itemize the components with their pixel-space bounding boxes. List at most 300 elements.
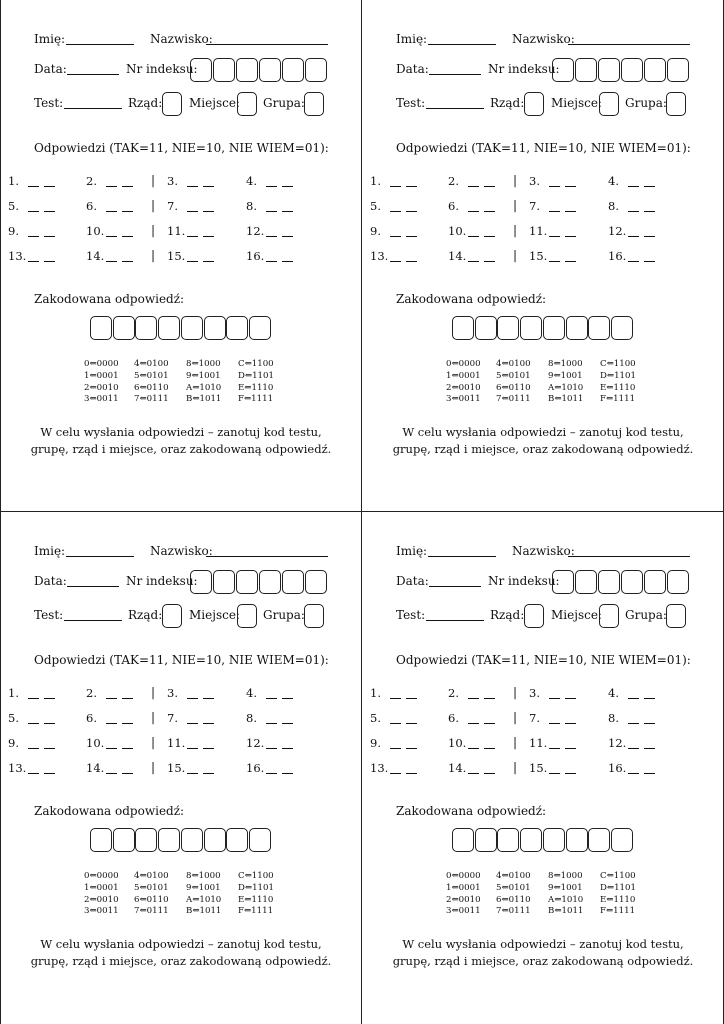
hex-code-column — [496, 871, 531, 918]
answer-bit-2-blank[interactable] — [44, 723, 55, 724]
coded-digit-box[interactable] — [226, 828, 248, 852]
hex-code-entry: F⇐1111 — [238, 906, 274, 917]
answer-bit-1-blank[interactable] — [549, 236, 560, 237]
answer-bit-2-blank[interactable] — [203, 186, 214, 187]
question-number: 6. — [86, 711, 97, 725]
nr-indeksu-digit-box[interactable] — [552, 570, 574, 594]
answer-bit-1-blank[interactable] — [187, 261, 198, 262]
answer-bit-2-blank[interactable] — [406, 211, 417, 212]
coded-digit-box[interactable] — [249, 828, 271, 852]
answer-bit-2-blank[interactable] — [565, 211, 576, 212]
answer-bit-1-blank[interactable] — [628, 211, 639, 212]
coded-digit-box[interactable] — [181, 828, 203, 852]
answer-bit-2-blank[interactable] — [644, 211, 655, 212]
answer-bit-2-blank[interactable] — [282, 261, 293, 262]
answer-bit-2-blank[interactable] — [122, 186, 133, 187]
nr-indeksu-digit-box[interactable] — [259, 58, 281, 82]
answer-bit-1-blank[interactable] — [187, 211, 198, 212]
answer-bit-2-blank[interactable] — [122, 748, 133, 749]
question-item — [608, 736, 668, 752]
answer-bit-2-blank[interactable] — [406, 773, 417, 774]
hex-code-entry: 3⇐0011 — [84, 906, 119, 917]
answer-bit-2-blank[interactable] — [122, 261, 133, 262]
coded-digit-box[interactable] — [497, 828, 519, 852]
rzad-label: Rząd: — [128, 608, 163, 622]
nazwisko-field[interactable] — [568, 556, 690, 557]
column-separator: | — [151, 173, 156, 187]
answer-bit-2-blank[interactable] — [644, 236, 655, 237]
answer-bit-2-blank[interactable] — [565, 236, 576, 237]
answer-bit-1-blank[interactable] — [390, 698, 401, 699]
coded-digit-box[interactable] — [90, 316, 112, 340]
nr-indeksu-digit-box[interactable] — [236, 570, 258, 594]
answer-bit-2-blank[interactable] — [484, 261, 495, 262]
coded-digit-box[interactable] — [181, 316, 203, 340]
hex-code-entry: A⇐1010 — [186, 894, 222, 905]
rzad-box[interactable] — [162, 604, 182, 628]
hex-code-column — [84, 871, 119, 918]
grupa-box[interactable] — [304, 92, 324, 116]
answer-bit-2-blank[interactable] — [44, 698, 55, 699]
answer-bit-1-blank[interactable] — [628, 698, 639, 699]
answer-bit-1-blank[interactable] — [28, 261, 39, 262]
miejsce-label: Miejsce: — [551, 608, 602, 622]
answer-bit-1-blank[interactable] — [266, 211, 277, 212]
question-number: 13. — [370, 249, 389, 263]
hex-code-entry: 2⇐0010 — [84, 894, 119, 905]
answer-bit-2-blank[interactable] — [44, 261, 55, 262]
answer-bit-2-blank[interactable] — [203, 748, 214, 749]
nr-indeksu-digit-box[interactable] — [575, 58, 597, 82]
hex-code-entry: 8⇐1000 — [186, 871, 221, 881]
answer-bit-1-blank[interactable] — [28, 748, 39, 749]
answer-bit-1-blank[interactable] — [628, 723, 639, 724]
question-number: 13. — [370, 761, 389, 775]
question-item — [370, 711, 430, 727]
nazwisko-label: Nazwisko: — [512, 544, 575, 558]
data-field[interactable] — [67, 74, 119, 75]
answer-bit-2-blank[interactable] — [44, 748, 55, 749]
answer-bit-2-blank[interactable] — [122, 211, 133, 212]
hex-code-column — [548, 871, 583, 918]
coded-digit-box[interactable] — [611, 316, 633, 340]
date-index-row — [396, 570, 696, 594]
answer-bit-1-blank[interactable] — [549, 723, 560, 724]
answer-bit-2-blank[interactable] — [282, 773, 293, 774]
hex-code-entry: 8⇐1000 — [548, 871, 583, 881]
question-item — [86, 761, 146, 777]
answer-bit-1-blank[interactable] — [28, 773, 39, 774]
grupa-box[interactable] — [666, 92, 686, 116]
grupa-box[interactable] — [304, 604, 324, 628]
question-number: 5. — [370, 711, 381, 725]
test-field[interactable] — [426, 108, 484, 109]
answers-title: Odpowiedzi (TAK=11, NIE=10, NIE WIEM=01): — [396, 141, 691, 155]
answer-bit-2-blank[interactable] — [203, 236, 214, 237]
data-field[interactable] — [67, 586, 119, 587]
answer-bit-1-blank[interactable] — [28, 211, 39, 212]
grupa-label: Grupa: — [263, 96, 305, 110]
answer-bit-1-blank[interactable] — [390, 723, 401, 724]
rzad-box[interactable] — [524, 92, 544, 116]
coded-digit-box[interactable] — [588, 828, 610, 852]
nr-indeksu-digit-box[interactable] — [667, 58, 689, 82]
answer-bit-1-blank[interactable] — [266, 186, 277, 187]
coded-digit-box[interactable] — [113, 316, 135, 340]
imie-field[interactable] — [66, 556, 134, 557]
coded-digit-box[interactable] — [135, 316, 157, 340]
question-number: 16. — [608, 761, 627, 775]
answer-bit-2-blank[interactable] — [484, 748, 495, 749]
miejsce-box[interactable] — [599, 92, 619, 116]
question-item — [448, 174, 508, 190]
nr-indeksu-digit-box[interactable] — [236, 58, 258, 82]
answer-bit-2-blank[interactable] — [282, 698, 293, 699]
nr-indeksu-digit-box[interactable] — [621, 570, 643, 594]
answer-card-4 — [362, 512, 724, 1024]
data-field[interactable] — [429, 586, 481, 587]
answer-bit-1-blank[interactable] — [390, 261, 401, 262]
coded-digit-box[interactable] — [90, 828, 112, 852]
nr-indeksu-digit-box[interactable] — [575, 570, 597, 594]
hex-code-entry: B⇐1011 — [186, 906, 222, 917]
answer-bit-1-blank[interactable] — [106, 211, 117, 212]
answer-bit-1-blank[interactable] — [106, 748, 117, 749]
answer-bit-1-blank[interactable] — [468, 698, 479, 699]
answer-bit-2-blank[interactable] — [122, 773, 133, 774]
answer-bit-2-blank[interactable] — [406, 236, 417, 237]
hex-code-entry: B⇐1011 — [548, 394, 584, 405]
nr-indeksu-digit-box[interactable] — [552, 58, 574, 82]
coded-digit-box[interactable] — [566, 828, 588, 852]
answer-bit-1-blank[interactable] — [106, 773, 117, 774]
coded-digit-box[interactable] — [611, 828, 633, 852]
hex-code-entry: 6⇐0110 — [496, 382, 531, 393]
answer-bit-1-blank[interactable] — [549, 748, 560, 749]
hex-code-entry: C⇐1100 — [238, 871, 274, 881]
hex-code-entry: 6⇐0110 — [134, 894, 169, 905]
answer-bit-2-blank[interactable] — [406, 748, 417, 749]
answer-bit-1-blank[interactable] — [106, 261, 117, 262]
hex-code-entry: 3⇐0011 — [446, 394, 481, 405]
answer-bit-2-blank[interactable] — [565, 748, 576, 749]
answer-bit-1-blank[interactable] — [390, 748, 401, 749]
question-number: 1. — [8, 686, 19, 700]
answer-bit-2-blank[interactable] — [203, 723, 214, 724]
coded-digit-box[interactable] — [158, 316, 180, 340]
imie-label: Imię: — [34, 544, 66, 558]
answer-bit-2-blank[interactable] — [644, 698, 655, 699]
question-number: 3. — [529, 174, 540, 188]
coded-digit-box[interactable] — [543, 828, 565, 852]
nr-indeksu-digit-box[interactable] — [190, 570, 212, 594]
answer-bit-2-blank[interactable] — [203, 698, 214, 699]
answer-bit-1-blank[interactable] — [549, 211, 560, 212]
question-item — [608, 199, 668, 215]
coded-digit-box[interactable] — [226, 316, 248, 340]
hex-code-entry: 0⇐0000 — [84, 359, 119, 369]
nr-indeksu-digit-box[interactable] — [644, 58, 666, 82]
answer-bit-1-blank[interactable] — [266, 261, 277, 262]
hex-code-entry: 7⇐0111 — [496, 394, 531, 405]
question-number: 2. — [86, 174, 97, 188]
imie-field[interactable] — [428, 44, 496, 45]
answer-bit-1-blank[interactable] — [28, 236, 39, 237]
question-number: 9. — [370, 736, 381, 750]
coded-digit-box[interactable] — [204, 828, 226, 852]
question-number: 15. — [529, 249, 548, 263]
column-separator: | — [513, 173, 518, 187]
answer-bit-1-blank[interactable] — [106, 186, 117, 187]
answer-bit-1-blank[interactable] — [187, 186, 198, 187]
nazwisko-field[interactable] — [206, 556, 328, 557]
instructions-line-1: W celu wysłania odpowiedzi – zanotuj kod testu, — [402, 937, 684, 951]
coded-digit-box[interactable] — [588, 316, 610, 340]
instructions-note — [362, 424, 724, 458]
hex-code-entry: F⇐1111 — [238, 394, 274, 405]
question-item — [167, 686, 227, 702]
answer-bit-2-blank[interactable] — [282, 211, 293, 212]
test-field[interactable] — [426, 620, 484, 621]
answer-bit-2-blank[interactable] — [203, 211, 214, 212]
answer-bit-2-blank[interactable] — [565, 261, 576, 262]
answer-bit-2-blank[interactable] — [484, 186, 495, 187]
question-item — [246, 736, 306, 752]
hex-code-entry: 4⇐0100 — [134, 871, 169, 881]
question-number: 2. — [86, 686, 97, 700]
hex-code-column — [186, 871, 221, 918]
answer-bit-2-blank[interactable] — [484, 723, 495, 724]
nr-indeksu-digit-box[interactable] — [621, 58, 643, 82]
rzad-box[interactable] — [524, 604, 544, 628]
answer-bit-1-blank[interactable] — [628, 748, 639, 749]
data-label: Data: — [34, 574, 67, 588]
answer-bit-1-blank[interactable] — [28, 723, 39, 724]
miejsce-box[interactable] — [237, 604, 257, 628]
coded-digit-box[interactable] — [204, 316, 226, 340]
answer-bit-1-blank[interactable] — [187, 698, 198, 699]
hex-code-entry: A⇐1010 — [548, 894, 584, 905]
answer-bit-2-blank[interactable] — [565, 723, 576, 724]
answer-bit-1-blank[interactable] — [628, 236, 639, 237]
question-item — [529, 711, 589, 727]
answer-bit-2-blank[interactable] — [44, 211, 55, 212]
answer-bit-2-blank[interactable] — [203, 773, 214, 774]
answer-bit-2-blank[interactable] — [565, 773, 576, 774]
hex-code-entry: 5⇐0101 — [496, 882, 531, 893]
column-separator: | — [513, 223, 518, 237]
hex-code-entry: 2⇐0010 — [84, 382, 119, 393]
answer-bit-1-blank[interactable] — [187, 773, 198, 774]
data-label: Data: — [396, 62, 429, 76]
question-item — [86, 199, 146, 215]
grupa-box[interactable] — [666, 604, 686, 628]
answer-bit-2-blank[interactable] — [644, 773, 655, 774]
answer-bit-2-blank[interactable] — [644, 261, 655, 262]
answer-bit-2-blank[interactable] — [484, 773, 495, 774]
question-item — [448, 224, 508, 240]
imie-label: Imię: — [34, 32, 66, 46]
name-row — [34, 540, 334, 564]
coded-digit-box[interactable] — [113, 828, 135, 852]
imie-field[interactable] — [66, 44, 134, 45]
coded-digit-box[interactable] — [520, 828, 542, 852]
question-number: 9. — [8, 736, 19, 750]
answer-bit-1-blank[interactable] — [549, 773, 560, 774]
nr-indeksu-digit-box[interactable] — [644, 570, 666, 594]
nr-indeksu-digit-box[interactable] — [598, 570, 620, 594]
answer-bit-1-blank[interactable] — [390, 211, 401, 212]
answer-bit-1-blank[interactable] — [468, 748, 479, 749]
hex-code-column — [238, 359, 274, 406]
answer-bit-2-blank[interactable] — [406, 723, 417, 724]
miejsce-box[interactable] — [237, 92, 257, 116]
answer-bit-2-blank[interactable] — [644, 748, 655, 749]
coded-digit-box[interactable] — [158, 828, 180, 852]
answer-bit-1-blank[interactable] — [266, 723, 277, 724]
answer-bit-1-blank[interactable] — [468, 261, 479, 262]
data-field[interactable] — [429, 74, 481, 75]
answer-bit-2-blank[interactable] — [282, 748, 293, 749]
question-item — [8, 249, 68, 265]
question-item — [448, 761, 508, 777]
nazwisko-field[interactable] — [206, 44, 328, 45]
answer-bit-2-blank[interactable] — [44, 773, 55, 774]
answer-bit-2-blank[interactable] — [484, 698, 495, 699]
nr-indeksu-digit-box[interactable] — [213, 58, 235, 82]
question-item — [529, 686, 589, 702]
answer-bit-1-blank[interactable] — [28, 698, 39, 699]
answer-bit-2-blank[interactable] — [122, 723, 133, 724]
answer-bit-2-blank[interactable] — [203, 261, 214, 262]
nr-indeksu-digit-box[interactable] — [598, 58, 620, 82]
hex-code-entry: 6⇐0110 — [496, 894, 531, 905]
rzad-box[interactable] — [162, 92, 182, 116]
answers-title: Odpowiedzi (TAK=11, NIE=10, NIE WIEM=01): — [34, 653, 329, 667]
column-separator: | — [513, 760, 518, 774]
answer-bit-1-blank[interactable] — [390, 186, 401, 187]
miejsce-box[interactable] — [599, 604, 619, 628]
nr-indeksu-digit-box[interactable] — [305, 570, 327, 594]
answer-bit-2-blank[interactable] — [44, 236, 55, 237]
test-row — [396, 604, 696, 628]
question-number: 14. — [448, 249, 467, 263]
question-item — [529, 224, 589, 240]
answer-bit-2-blank[interactable] — [122, 236, 133, 237]
hex-code-entry: D⇐1101 — [238, 882, 274, 893]
answer-bit-1-blank[interactable] — [468, 773, 479, 774]
question-number: 11. — [529, 224, 548, 238]
answer-bit-2-blank[interactable] — [282, 723, 293, 724]
answer-bit-2-blank[interactable] — [565, 698, 576, 699]
answer-bit-1-blank[interactable] — [468, 236, 479, 237]
answer-bit-1-blank[interactable] — [549, 186, 560, 187]
nr-indeksu-digit-box[interactable] — [190, 58, 212, 82]
answer-bit-1-blank[interactable] — [106, 236, 117, 237]
question-item — [8, 174, 68, 190]
answer-bit-2-blank[interactable] — [565, 186, 576, 187]
coded-digit-box[interactable] — [543, 316, 565, 340]
test-label: Test: — [34, 608, 64, 622]
coded-digit-box[interactable] — [475, 828, 497, 852]
coded-digit-box[interactable] — [497, 316, 519, 340]
answer-bit-1-blank[interactable] — [549, 698, 560, 699]
coded-digit-box[interactable] — [520, 316, 542, 340]
answer-bit-1-blank[interactable] — [468, 723, 479, 724]
answer-bit-2-blank[interactable] — [484, 211, 495, 212]
answer-bit-1-blank[interactable] — [266, 773, 277, 774]
answer-bit-2-blank[interactable] — [406, 261, 417, 262]
coded-digit-box[interactable] — [452, 316, 474, 340]
question-item — [370, 686, 430, 702]
answer-bit-1-blank[interactable] — [187, 723, 198, 724]
answer-bit-2-blank[interactable] — [282, 236, 293, 237]
nazwisko-label: Nazwisko: — [512, 32, 575, 46]
answer-bit-1-blank[interactable] — [390, 773, 401, 774]
coded-answer-title: Zakodowana odpowiedź: — [396, 804, 547, 818]
question-number: 5. — [8, 199, 19, 213]
answer-bit-1-blank[interactable] — [628, 773, 639, 774]
nr-indeksu-digit-box[interactable] — [305, 58, 327, 82]
answer-bit-1-blank[interactable] — [468, 186, 479, 187]
coded-digit-box[interactable] — [475, 316, 497, 340]
hex-code-entry: 3⇐0011 — [84, 394, 119, 405]
answer-bit-1-blank[interactable] — [266, 748, 277, 749]
answer-bit-2-blank[interactable] — [406, 698, 417, 699]
imie-field[interactable] — [428, 556, 496, 557]
answer-bit-1-blank[interactable] — [106, 698, 117, 699]
coded-digit-box[interactable] — [135, 828, 157, 852]
answer-bit-2-blank[interactable] — [282, 186, 293, 187]
answer-bit-1-blank[interactable] — [187, 236, 198, 237]
answer-bit-2-blank[interactable] — [644, 723, 655, 724]
nr-indeksu-digit-box[interactable] — [282, 570, 304, 594]
answer-bit-1-blank[interactable] — [468, 211, 479, 212]
coded-digit-box[interactable] — [566, 316, 588, 340]
answer-bit-1-blank[interactable] — [187, 748, 198, 749]
question-number: 5. — [370, 199, 381, 213]
question-item — [246, 761, 306, 777]
question-number: 10. — [448, 736, 467, 750]
answer-bit-1-blank[interactable] — [266, 698, 277, 699]
question-number: 15. — [167, 761, 186, 775]
nr-indeksu-digit-box[interactable] — [667, 570, 689, 594]
test-field[interactable] — [64, 620, 122, 621]
answer-bit-1-blank[interactable] — [266, 236, 277, 237]
nr-indeksu-digit-box[interactable] — [213, 570, 235, 594]
answer-bit-2-blank[interactable] — [484, 236, 495, 237]
nr-indeksu-digit-box[interactable] — [282, 58, 304, 82]
hex-code-entry: 1⇐0001 — [446, 370, 481, 381]
hex-code-entry: C⇐1100 — [600, 359, 636, 369]
coded-digit-box[interactable] — [452, 828, 474, 852]
answer-bit-1-blank[interactable] — [106, 723, 117, 724]
test-field[interactable] — [64, 108, 122, 109]
answer-bit-1-blank[interactable] — [549, 261, 560, 262]
hex-code-entry: E⇐1110 — [238, 894, 274, 905]
answer-bit-2-blank[interactable] — [122, 698, 133, 699]
answer-bit-1-blank[interactable] — [628, 261, 639, 262]
coded-digit-box[interactable] — [249, 316, 271, 340]
answer-bit-1-blank[interactable] — [28, 186, 39, 187]
answer-bit-2-blank[interactable] — [44, 186, 55, 187]
answer-bit-2-blank[interactable] — [406, 186, 417, 187]
nr-indeksu-digit-box[interactable] — [259, 570, 281, 594]
answer-bit-1-blank[interactable] — [390, 236, 401, 237]
answer-bit-1-blank[interactable] — [628, 186, 639, 187]
answer-bit-2-blank[interactable] — [644, 186, 655, 187]
nazwisko-field[interactable] — [568, 44, 690, 45]
